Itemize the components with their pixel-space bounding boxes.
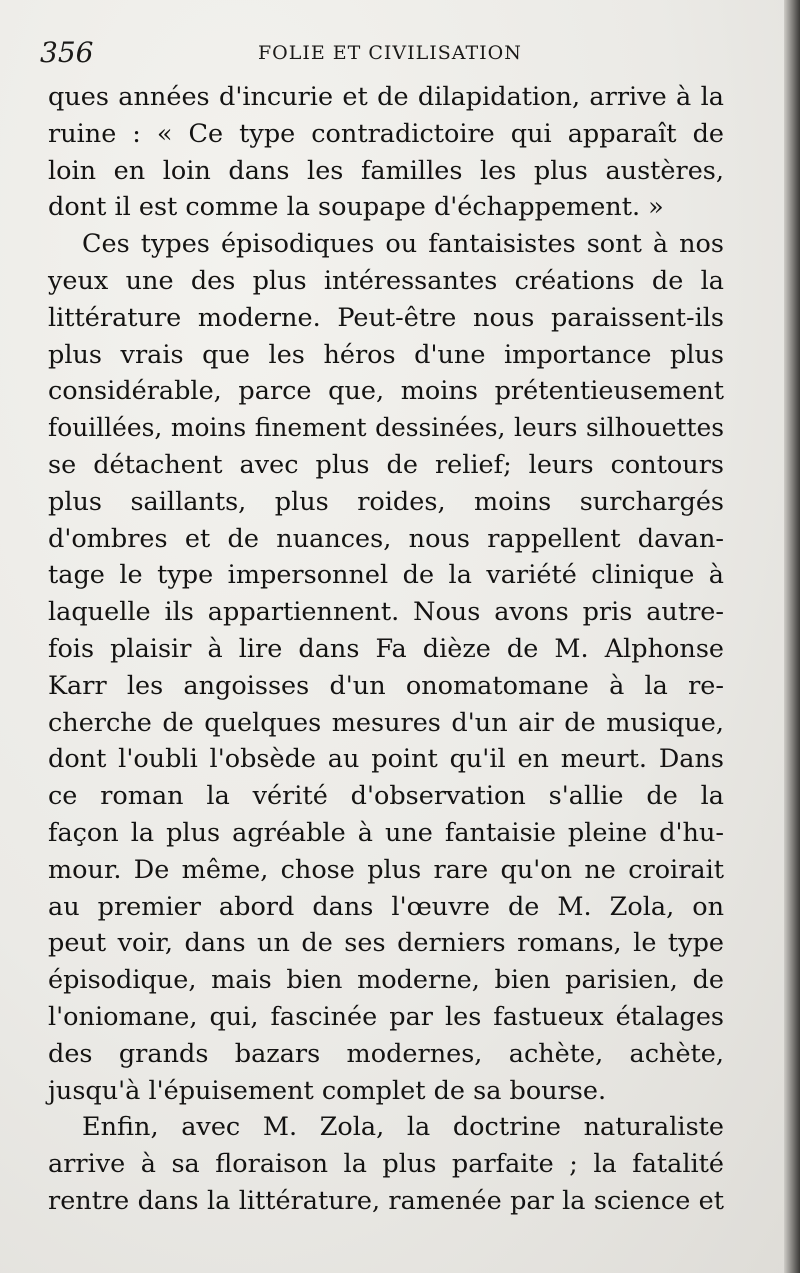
text-line: l'oniomane, qui, fascinée par les fastueux étalages bbox=[48, 1001, 724, 1032]
text-line: laquelle ils appartiennent. Nous avons pris autre- bbox=[48, 597, 724, 628]
text-line: littérature moderne. Peut-être nous paraissent-ils bbox=[48, 302, 724, 333]
text-line: ruine : « Ce type contradictoire qui apparaît de bbox=[48, 118, 724, 149]
text-line: considérable, parce que, moins prétentieusement bbox=[48, 376, 724, 407]
text-line: plus vrais que les héros d'une importance plus bbox=[48, 339, 724, 370]
page-header bbox=[40, 36, 730, 70]
body-text bbox=[48, 79, 724, 1220]
text-line: fois plaisir à lire dans Fa dièze de M. Alphonse bbox=[48, 633, 724, 664]
text-line: arrive à sa floraison la plus parfaite ; la fatalité bbox=[48, 1149, 724, 1180]
text-line: Ces types épisodiques ou fantaisistes sont à nos bbox=[82, 229, 724, 260]
text-line: épisodique, mais bien moderne, bien parisien, de bbox=[48, 965, 724, 996]
text-line: dont l'oubli l'obsède au point qu'il en meurt. Dans bbox=[48, 744, 724, 775]
text-line: Enfin, avec M. Zola, la doctrine naturaliste bbox=[82, 1112, 724, 1143]
text-line: au premier abord dans l'œuvre de M. Zola, on bbox=[48, 891, 724, 922]
text-line: plus saillants, plus roides, moins surchargés bbox=[48, 486, 724, 517]
text-line: rentre dans la littérature, ramenée par la science et bbox=[48, 1185, 724, 1216]
text-line: façon la plus agréable à une fantaisie pleine d'hu- bbox=[48, 817, 724, 848]
text-line: ques années d'incurie et de dilapidation, arrive à la bbox=[48, 82, 724, 112]
text-line: des grands bazars modernes, achète, achète, bbox=[48, 1038, 724, 1069]
page-number: 356 bbox=[40, 36, 94, 69]
text-line: se détachent avec plus de relief; leurs contours bbox=[48, 449, 724, 480]
text-line: tage le type impersonnel de la variété clinique à bbox=[48, 560, 724, 591]
text-line: ce roman la vérité d'observation s'allie de la bbox=[48, 781, 724, 812]
text-line: cherche de quelques mesures d'un air de musique, bbox=[48, 707, 724, 738]
text-line: peut voir, dans un de ses derniers romans, le type bbox=[48, 928, 724, 959]
text-line: dont il est comme la soupape d'échappement. » bbox=[48, 192, 664, 223]
page-edge-shadow bbox=[784, 0, 800, 1273]
text-line: fouillées, moins finement dessinées, leurs silhouettes bbox=[48, 413, 724, 443]
text-line: Karr les angoisses d'un onomatomane à la re- bbox=[48, 670, 724, 701]
text-line: loin en loin dans les familles les plus austères, bbox=[48, 155, 724, 186]
text-line: yeux une des plus intéressantes créations de la bbox=[48, 265, 724, 296]
text-line: d'ombres et de nuances, nous rappellent davan- bbox=[48, 523, 724, 554]
text-line: jusqu'à l'épuisement complet de sa bourse. bbox=[48, 1075, 607, 1106]
running-title: FOLIE ET CIVILISATION bbox=[258, 42, 522, 64]
text-line: mour. De même, chose plus rare qu'on ne croirait bbox=[48, 854, 724, 885]
